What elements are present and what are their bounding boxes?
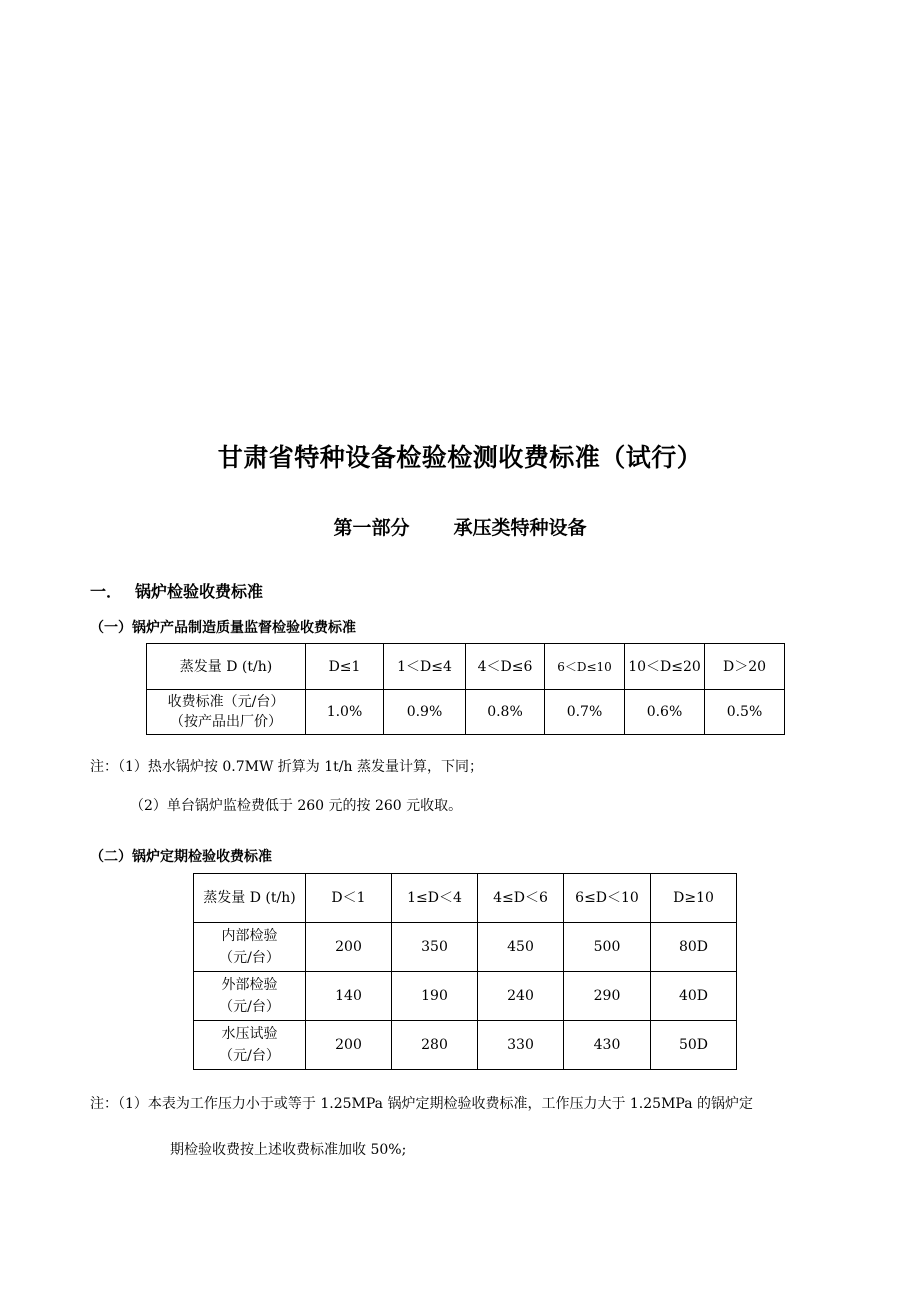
table-cell: 50D [651,1021,737,1070]
table-cell: 500 [564,923,651,972]
table-header-cell: 1≤D＜4 [392,874,478,923]
table-header-cell: D≥10 [651,874,737,923]
table-header-row [194,874,737,923]
table-row [194,972,737,1021]
row-label-cell [194,1021,306,1070]
table-cell: 0.9% [384,690,466,735]
table-header-cell: 蒸发量 D (t/h) [194,874,306,923]
manufacturing-fee-table [146,643,785,735]
row-label-cell [194,972,306,1021]
note-line: 注：（1）本表为工作压力小于或等于 1.25MPa 锅炉定期检验收费标准，工作压力大于 1.25MPa 的锅炉定 [90,1096,753,1112]
periodic-inspection-fee-table [193,873,737,1070]
document-title: 甘肃省特种设备检验检测收费标准（试行） [217,443,703,472]
row-label-line: 内部检验 [221,928,278,944]
table-cell: 350 [392,923,478,972]
row-label-line: （元/台） [219,950,280,966]
table-header-cell: 6≤D＜10 [564,874,651,923]
row-label-line: （按产品出厂价） [170,714,282,730]
table-header-cell: 4≤D＜6 [478,874,564,923]
table-cell: 290 [564,972,651,1021]
row-label-line: （元/台） [219,999,280,1015]
table-cell: 280 [392,1021,478,1070]
table-header-cell: 蒸发量 D (t/h) [147,644,306,690]
note-line: 期检验收费按上述收费标准加收 50%; [170,1142,407,1158]
note-line: 注：（1）热水锅炉按 0.7MW 折算为 1t/h 蒸发量计算，下同； [90,759,483,775]
section-number: 一． [90,582,123,601]
row-label-line: 水压试验 [221,1026,278,1042]
table-cell: 80D [651,923,737,972]
subsection-1-heading: （一）锅炉产品制造质量监督检验收费标准 [90,620,356,636]
row-label-line: 外部检验 [221,977,278,993]
row-label-line: 收费标准（元/台） [167,694,285,710]
table-row [147,690,785,735]
part-heading [0,513,920,540]
table-cell: 330 [478,1021,564,1070]
table-header-cell: 4＜D≤6 [466,644,545,690]
table-cell: 0.8% [466,690,545,735]
table-cell: 1.0% [306,690,384,735]
table-cell: 0.7% [545,690,625,735]
row-label-line: （元/台） [219,1048,280,1064]
table-cell: 40D [651,972,737,1021]
table-cell: 200 [306,923,392,972]
table-cell: 140 [306,972,392,1021]
table-cell: 190 [392,972,478,1021]
section-heading [90,579,263,602]
table-cell: 430 [564,1021,651,1070]
section-title: 锅炉检验收费标准 [135,582,264,601]
table-row [194,1021,737,1070]
table-header-cell: D＞20 [705,644,785,690]
table-cell: 200 [306,1021,392,1070]
row-label-cell [194,923,306,972]
table-header-cell: 6＜D≤10 [545,644,625,690]
table-header-cell: 1＜D≤4 [384,644,466,690]
table-header-cell: D＜1 [306,874,392,923]
table-cell: 240 [478,972,564,1021]
table-row [194,923,737,972]
table-cell: 450 [478,923,564,972]
table-header-cell: D≤1 [306,644,384,690]
table-cell: 0.6% [625,690,705,735]
subsection-2-heading: （二）锅炉定期检验收费标准 [90,849,272,865]
part-label: 第一部分 [333,517,410,539]
table-header-row [147,644,785,690]
note-line: （2）单台锅炉监检费低于 260 元的按 260 元收取。 [130,798,463,814]
row-label-cell [147,690,306,735]
part-name: 承压类特种设备 [453,517,587,539]
table-cell: 0.5% [705,690,785,735]
table-header-cell: 10＜D≤20 [625,644,705,690]
